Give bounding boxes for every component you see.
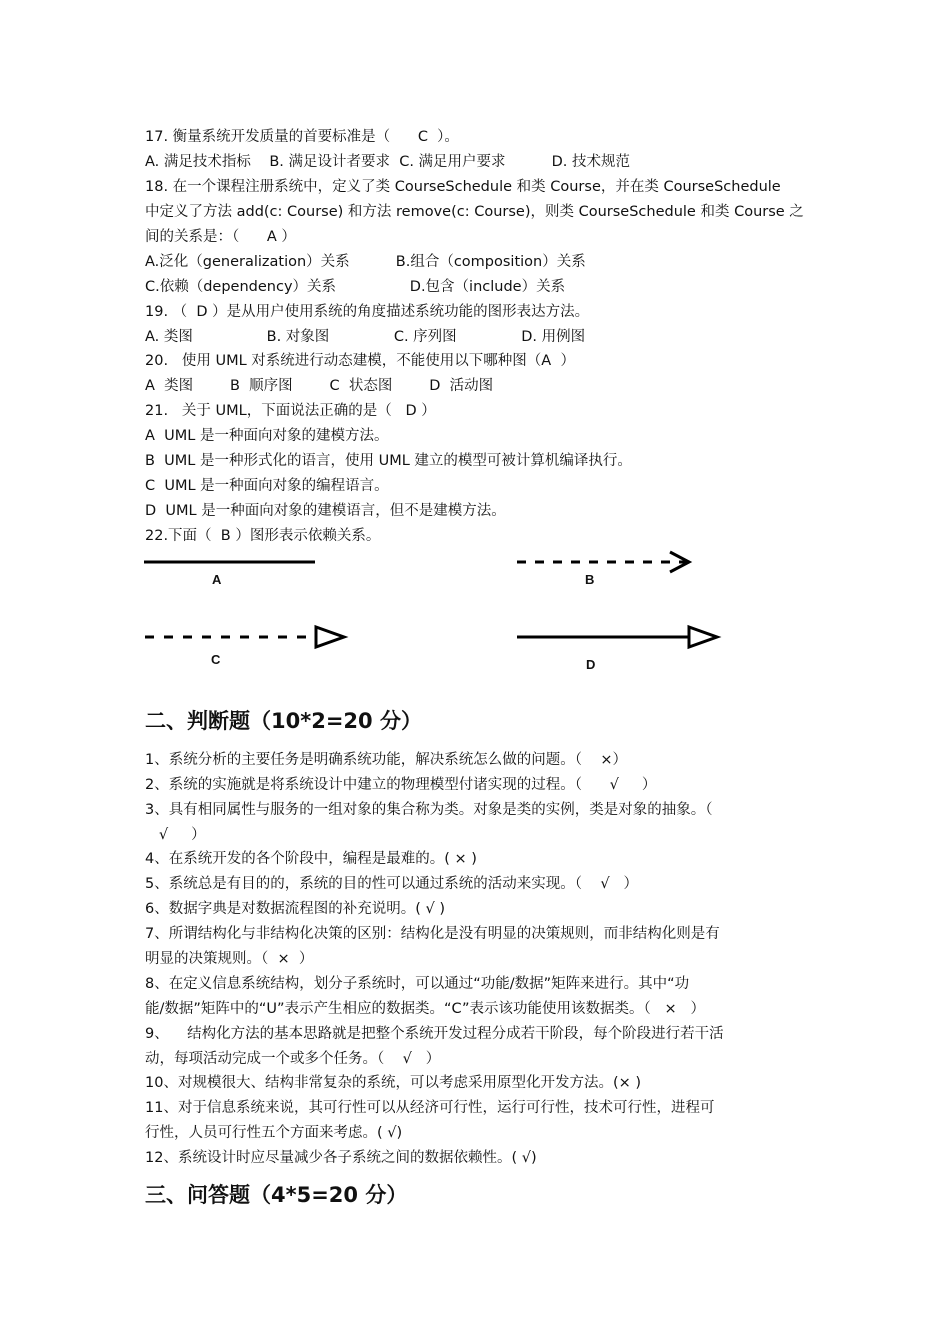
section-3-heading: 三、问答题（4*5=20 分）: [145, 1183, 408, 1207]
q20-stem: 20. 使用 UML 对系统进行动态建模，不能使用以下哪种图（A ）: [145, 353, 575, 369]
judge-item: 12、系统设计时应尽量减少各子系统之间的数据依赖性。( √): [145, 1150, 537, 1166]
judge-item-continued: 明显的决策规则。（ × ）: [145, 951, 314, 967]
q18-options-line1: A.泛化（generalization）关系 B.组合（composition）关系: [145, 254, 586, 270]
figure-b-dashed-open-arrow: [515, 548, 695, 578]
q18-stem-line3: 间的关系是：（ A ）: [145, 229, 296, 245]
judge-item-continued: 动，每项活动完成一个或多个任务。（ √ ）: [145, 1051, 441, 1067]
judge-item: 3、具有相同属性与服务的一组对象的集合称为类。对象是类的实例，类是对象的抽象。（: [145, 802, 713, 818]
q21-option-a: A UML 是一种面向对象的建模方法。: [145, 428, 389, 444]
figure-c-label: C: [211, 652, 221, 667]
figure-d-label: D: [586, 657, 596, 672]
q18-stem-line2: 中定义了方法 add(c: Course) 和方法 remove(c: Course)，则类 CourseSchedule 和类 Course 之: [145, 204, 804, 220]
judge-item: 11、对于信息系统来说，其可行性可以从经济可行性，运行可行性，技术可行性，进程可: [145, 1100, 715, 1116]
judge-item: 8、在定义信息系统结构，划分子系统时，可以通过“功能/数据”矩阵来进行。其中“功: [145, 976, 690, 992]
q19-stem: 19. （ D ）是从用户使用系统的角度描述系统功能的图形表达方法。: [145, 304, 590, 320]
q21-stem: 21. 关于 UML，下面说法正确的是（ D ）: [145, 403, 436, 419]
figure-a-solid-line: [143, 555, 323, 569]
judge-item: 7、所谓结构化与非结构化决策的区别：结构化是没有明显的决策规则，而非结构化则是有: [145, 926, 720, 942]
judge-item: 4、在系统开发的各个阶段中，编程是最难的。( × ): [145, 851, 477, 867]
q21-option-d: D UML 是一种面向对象的建模语言，但不是建模方法。: [145, 503, 506, 519]
q17-stem: 17. 衡量系统开发质量的首要标准是（ C ）。: [145, 129, 459, 145]
judge-item: 10、对规模很大、结构非常复杂的系统，可以考虑采用原型化开发方法。(× ): [145, 1075, 642, 1091]
figure-b-label: B: [585, 572, 595, 587]
q19-options: A. 类图 B. 对象图 C. 序列图 D. 用例图: [145, 329, 586, 345]
judge-item: 5、系统总是有目的的，系统的目的性可以通过系统的活动来实现。（ √ ）: [145, 876, 638, 892]
judge-item-continued: √ ）: [145, 827, 206, 843]
judge-item: 6、数据字典是对数据流程图的补充说明。( √ ): [145, 901, 445, 917]
judge-item-continued: 行性，人员可行性五个方面来考虑。( √): [145, 1125, 403, 1141]
q18-options-line2: C.依赖（dependency）关系 D.包含（include）关系: [145, 279, 566, 295]
judge-item: 2、系统的实施就是将系统设计中建立的物理模型付诸实现的过程。（ √ ）: [145, 777, 657, 793]
section-2-heading: 二、判断题（10*2=20 分）: [145, 709, 422, 733]
judge-item: 1、系统分析的主要任务是明确系统功能，解决系统怎么做的问题。（ ×）: [145, 752, 628, 768]
q21-option-b: B UML 是一种形式化的语言，使用 UML 建立的模型可被计算机编译执行。: [145, 453, 632, 469]
q20-options: A 类图 B 顺序图 C 状态图 D 活动图: [145, 378, 494, 394]
figure-c-dashed-hollow-triangle: [143, 622, 353, 654]
judge-item: 9、 结构化方法的基本思路就是把整个系统开发过程分成若干阶段，每个阶段进行若干活: [145, 1026, 724, 1042]
judge-item-continued: 能/数据”矩阵中的“U”表示产生相应的数据类。“C”表示该功能使用该数据类。（ × ）: [145, 1001, 706, 1017]
figure-a-label: A: [212, 572, 222, 587]
figure-d-solid-hollow-triangle: [515, 622, 725, 654]
q21-option-c: C UML 是一种面向对象的编程语言。: [145, 478, 389, 494]
q22-stem: 22.下面（ B ）图形表示依赖关系。: [145, 528, 381, 544]
q17-options: A. 满足技术指标 B. 满足设计者要求 C. 满足用户要求 D. 技术规范: [145, 154, 631, 170]
q18-stem-line1: 18. 在一个课程注册系统中，定义了类 CourseSchedule 和类 Course，并在类 CourseSchedule: [145, 179, 781, 195]
